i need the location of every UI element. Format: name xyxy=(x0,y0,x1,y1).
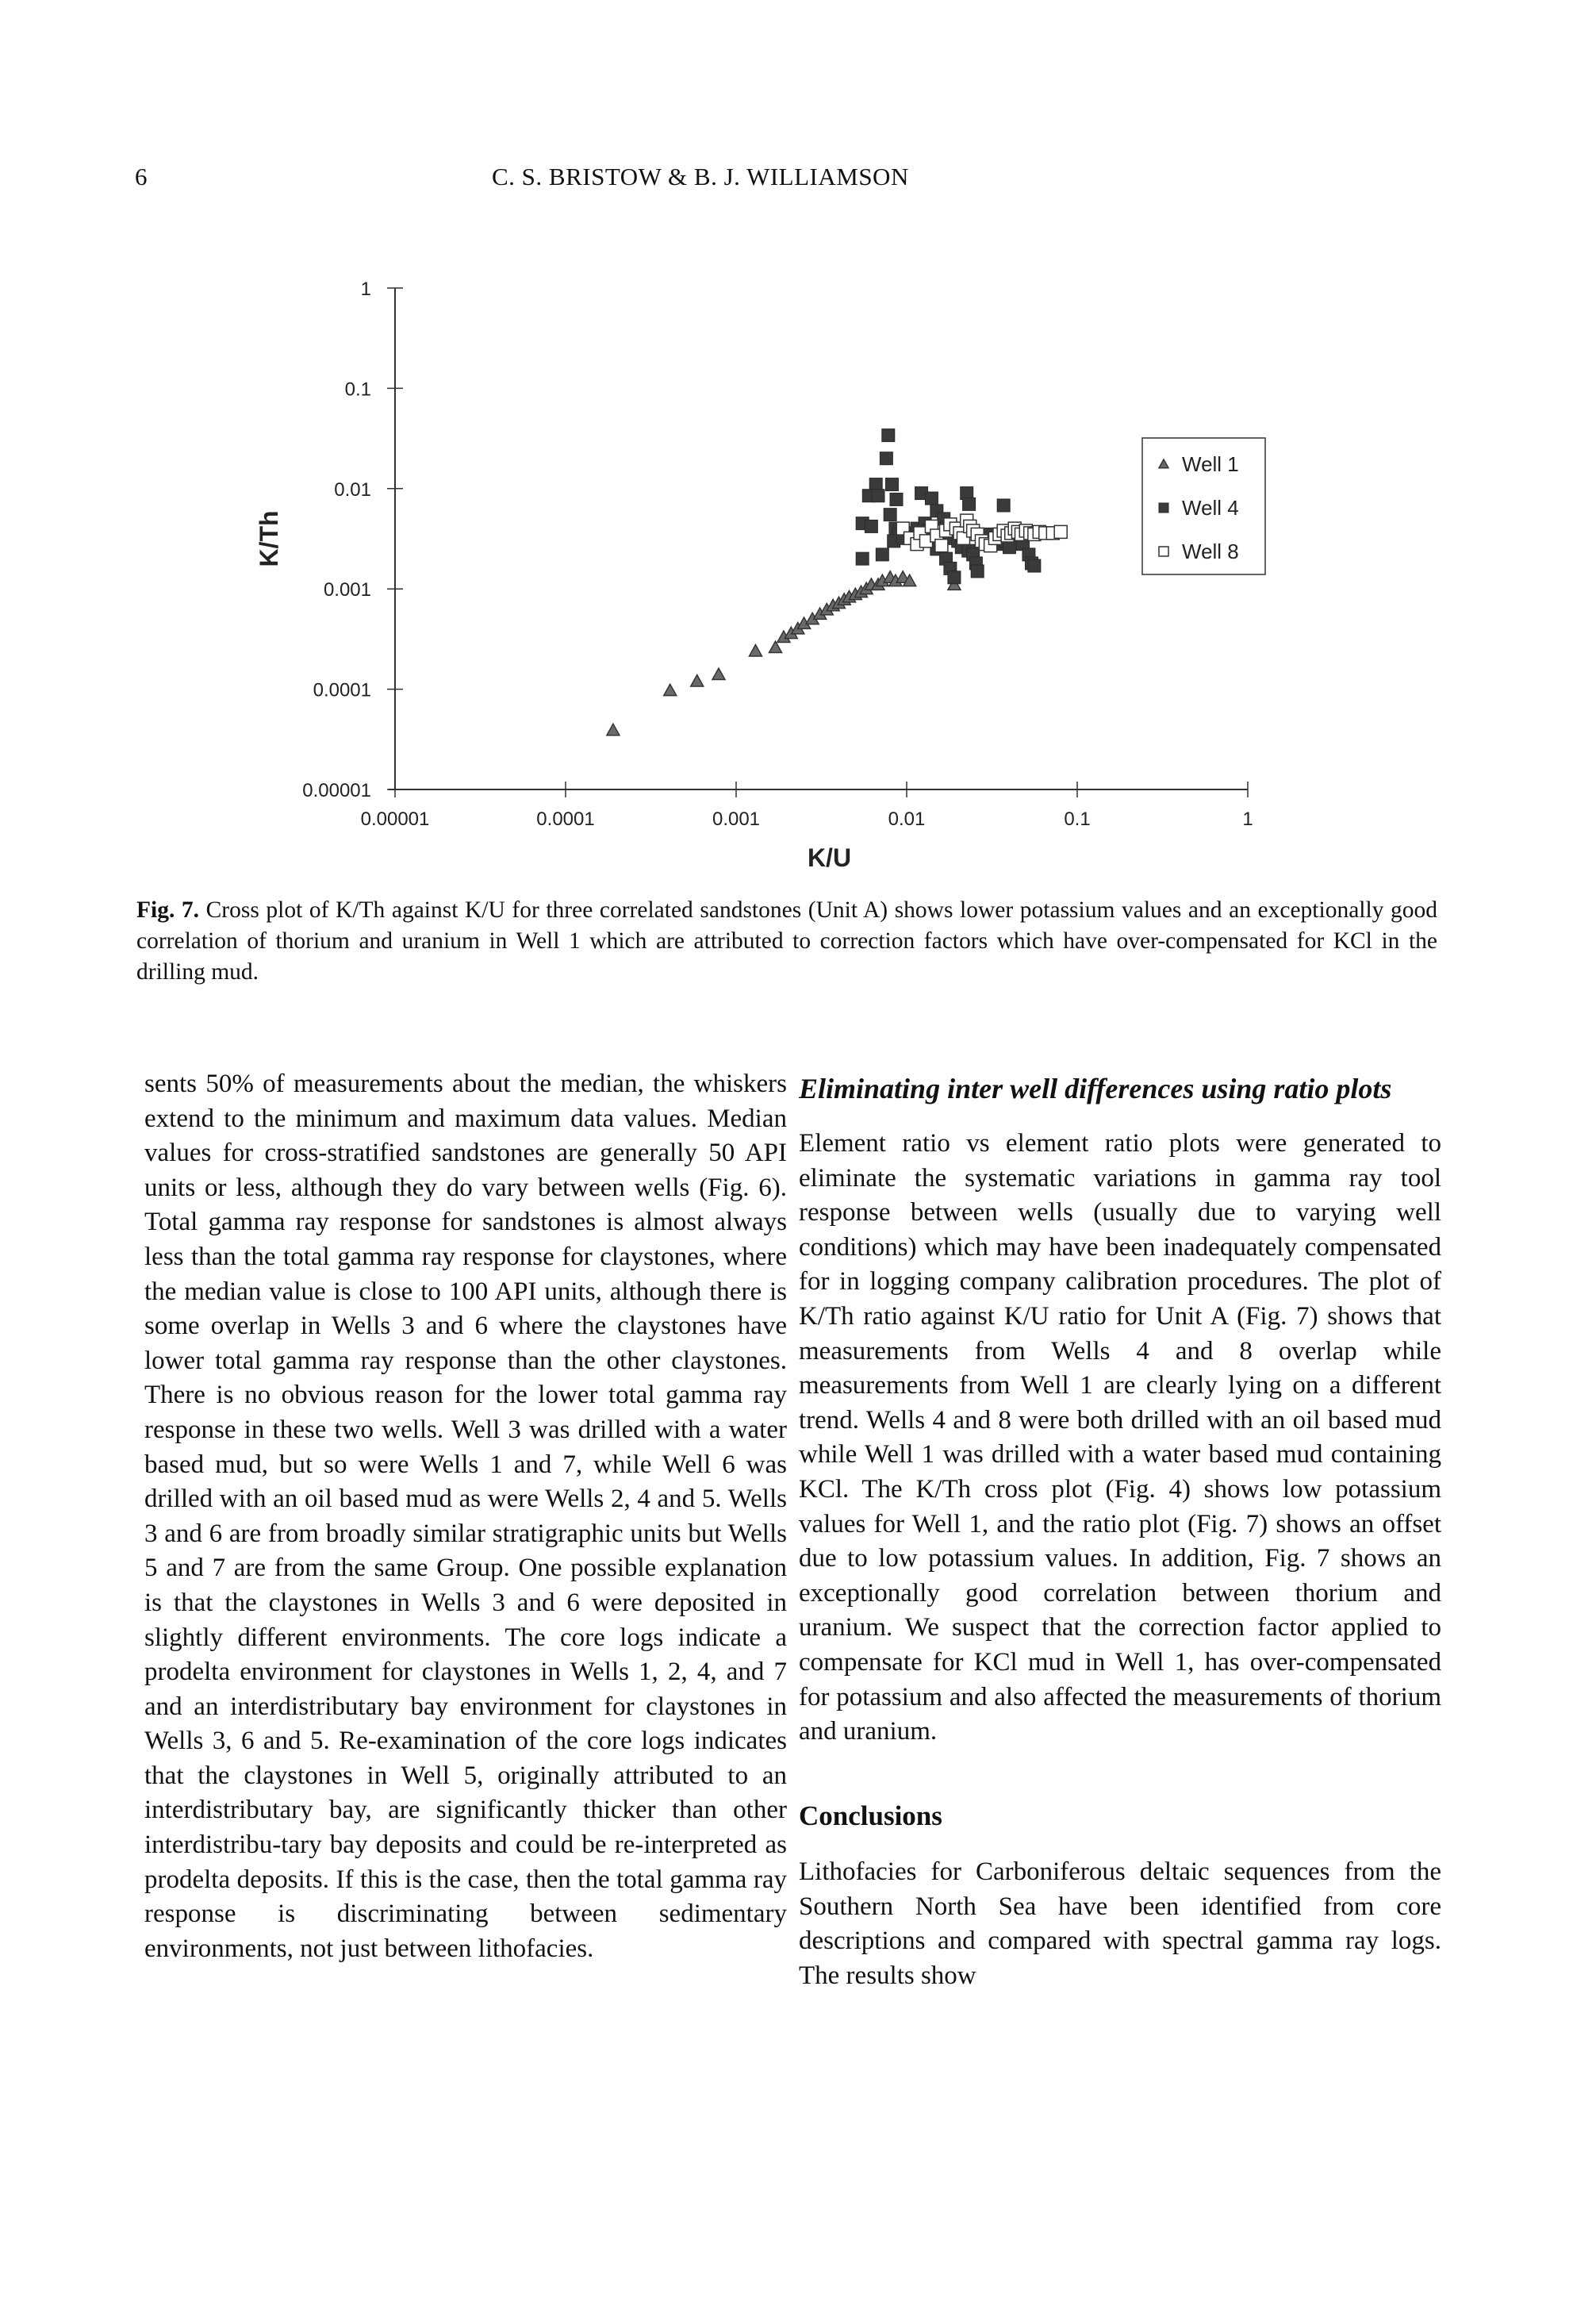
filled-square-marker-icon xyxy=(885,478,898,491)
triangle-marker-icon xyxy=(712,668,725,679)
triangle-marker-icon xyxy=(607,724,620,735)
open-square-marker-icon xyxy=(1054,525,1067,538)
y-tick-label: 0.01 xyxy=(334,478,371,501)
section-heading-conclusions: Conclusions xyxy=(799,1800,942,1831)
filled-square-marker-icon xyxy=(876,548,888,561)
legend-label: Well 4 xyxy=(1182,496,1239,520)
filled-square-marker-icon xyxy=(948,571,961,584)
filled-square-marker-icon xyxy=(1028,559,1041,572)
figure-label: Fig. 7. xyxy=(136,897,200,923)
body-paragraph: Lithofacies for Carboniferous deltaic sequences from the Southern North Sea have been identified from core descriptions and compared with spectral gamma ray logs. The results show xyxy=(799,1857,1441,1991)
x-tick-label: 0.00001 xyxy=(360,809,430,830)
filled-square-marker-icon xyxy=(1003,541,1015,554)
body-paragraph: sents 50% of measurements about the median, the whiskers extend to the minimum and maximum data values. Median values for cross-stratified sandstones are generally 50 API units or less, although they do vary between wells (Fig. 6). Total gamma ray response for sandstones is almost always less than the total gamma ray response for claystones, where the median value is close to 100 API units, although there is some overlap in Wells 3 and 6 where the claystones have lower total gamma ray response than the other claystones. There is no obvious reason for the lower total gamma ray response in these two wells. Well 3 was drilled with a water based mud, but so were Wells 1 and 7, while Well 6 was drilled with an oil based mud as were Wells 2, 4 and 5. Wells 3 and 6 are from broadly similar stratigraphic units but Wells 5 and 7 are from the same Group. One possible explanation is that the claystones in Wells 3 and 6 were deposited in slightly different environments. The core logs indicate a prodelta environment for claystones in Wells 1, 2, 4, and 7 and an interdistributary bay environment for claystones in Wells 3, 6 and 5. Re-examination of the core logs indicates that the claystones in Well 5, originally attributed to an interdistributary bay, are significantly thicker than other interdistribu-tary bay deposits and could be re-interpreted as prodelta deposits. If this is the case, then the total gamma ray response is discriminating between sedimentary environments, not just between lithofacies. xyxy=(144,1070,787,1963)
filled-square-marker-icon xyxy=(890,493,903,505)
left-column xyxy=(144,1067,787,1966)
x-tick-label: 0.001 xyxy=(712,809,761,830)
y-tick-label: 1 xyxy=(360,278,371,300)
filled-square-marker-icon xyxy=(880,452,892,465)
triangle-marker-icon xyxy=(769,641,782,652)
scatter-chart xyxy=(0,238,1573,897)
filled-square-marker-icon xyxy=(856,552,869,565)
triangle-marker-icon xyxy=(749,645,762,656)
x-tick-label: 0.1 xyxy=(1064,809,1091,830)
filled-square-marker-icon xyxy=(884,509,896,521)
filled-square-marker-icon xyxy=(997,499,1010,512)
y-tick-label: 0.0001 xyxy=(313,679,371,701)
chart-axes xyxy=(255,278,1253,872)
y-axis-title: K/Th xyxy=(255,510,283,567)
filled-square-marker-icon xyxy=(869,478,882,491)
filled-square-marker-icon xyxy=(925,492,938,505)
series-well-4 xyxy=(856,429,1041,584)
filled-square-marker-icon xyxy=(971,565,984,578)
chart-legend xyxy=(1142,438,1265,574)
open-square-marker-icon xyxy=(1159,547,1168,556)
figure-caption xyxy=(136,895,1437,988)
filled-square-marker-icon xyxy=(1159,503,1168,513)
x-tick-label: 0.0001 xyxy=(536,809,595,830)
chart-points xyxy=(607,429,1067,736)
running-head xyxy=(0,163,1573,194)
x-tick-label: 0.01 xyxy=(888,809,926,830)
triangle-marker-icon xyxy=(664,684,677,695)
figure-7 xyxy=(0,238,1573,897)
right-column xyxy=(799,1067,1441,1994)
running-title-authors: C. S. BRISTOW & B. J. WILLIAMSON xyxy=(492,163,909,190)
figure-caption-text: Cross plot of K/Th against K/U for three correlated sandstones (Unit A) shows lower potassium values and an exceptionally good correlation of thorium and uranium in Well 1 which are attributed to correction factors which have over-compensated for KCl in the drilling mud. xyxy=(136,897,1438,985)
page-number: 6 xyxy=(135,163,148,190)
filled-square-marker-icon xyxy=(865,520,877,532)
body-paragraph: Element ratio vs element ratio plots were generated to eliminate the systematic variations in gamma ray tool response between wells (usually due to varying well conditions) which may have been inadequately compensated for in logging company calibration procedures. The plot of K/Th ratio against K/U ratio for Unit A (Fig. 7) shows that measurements from Wells 4 and 8 overlap while measurements from Well 1 are clearly lying on a different trend. Wells 4 and 8 were both drilled with an oil based mud while Well 1 was drilled with a water based mud containing KCl. The K/Th cross plot (Fig. 4) shows low potassium values for Well 1, and the ratio plot (Fig. 7) shows an offset due to low potassium values. In addition, Fig. 7 shows an exceptionally good correlation between thorium and uranium. We suspect that the correction factor applied to compensate for KCl mud in Well 1, has over-compensated for potassium and also affected the measurements of thorium and uranium. xyxy=(799,1129,1441,1746)
y-tick-label: 0.1 xyxy=(344,378,371,401)
y-tick-label: 0.00001 xyxy=(302,780,371,801)
section-heading-ratio-plots: Eliminating inter well differences using ratio plots xyxy=(799,1073,1392,1104)
x-axis-title: K/U xyxy=(807,843,852,872)
triangle-marker-icon xyxy=(691,675,704,686)
y-tick-label: 0.001 xyxy=(323,579,371,601)
legend-label: Well 1 xyxy=(1182,452,1239,476)
x-tick-label: 1 xyxy=(1242,809,1253,830)
legend-label: Well 8 xyxy=(1182,540,1239,563)
filled-square-marker-icon xyxy=(882,429,895,442)
filled-square-marker-icon xyxy=(872,490,884,502)
filled-square-marker-icon xyxy=(963,497,976,510)
open-square-marker-icon xyxy=(935,540,948,552)
series-well-1 xyxy=(607,571,961,736)
